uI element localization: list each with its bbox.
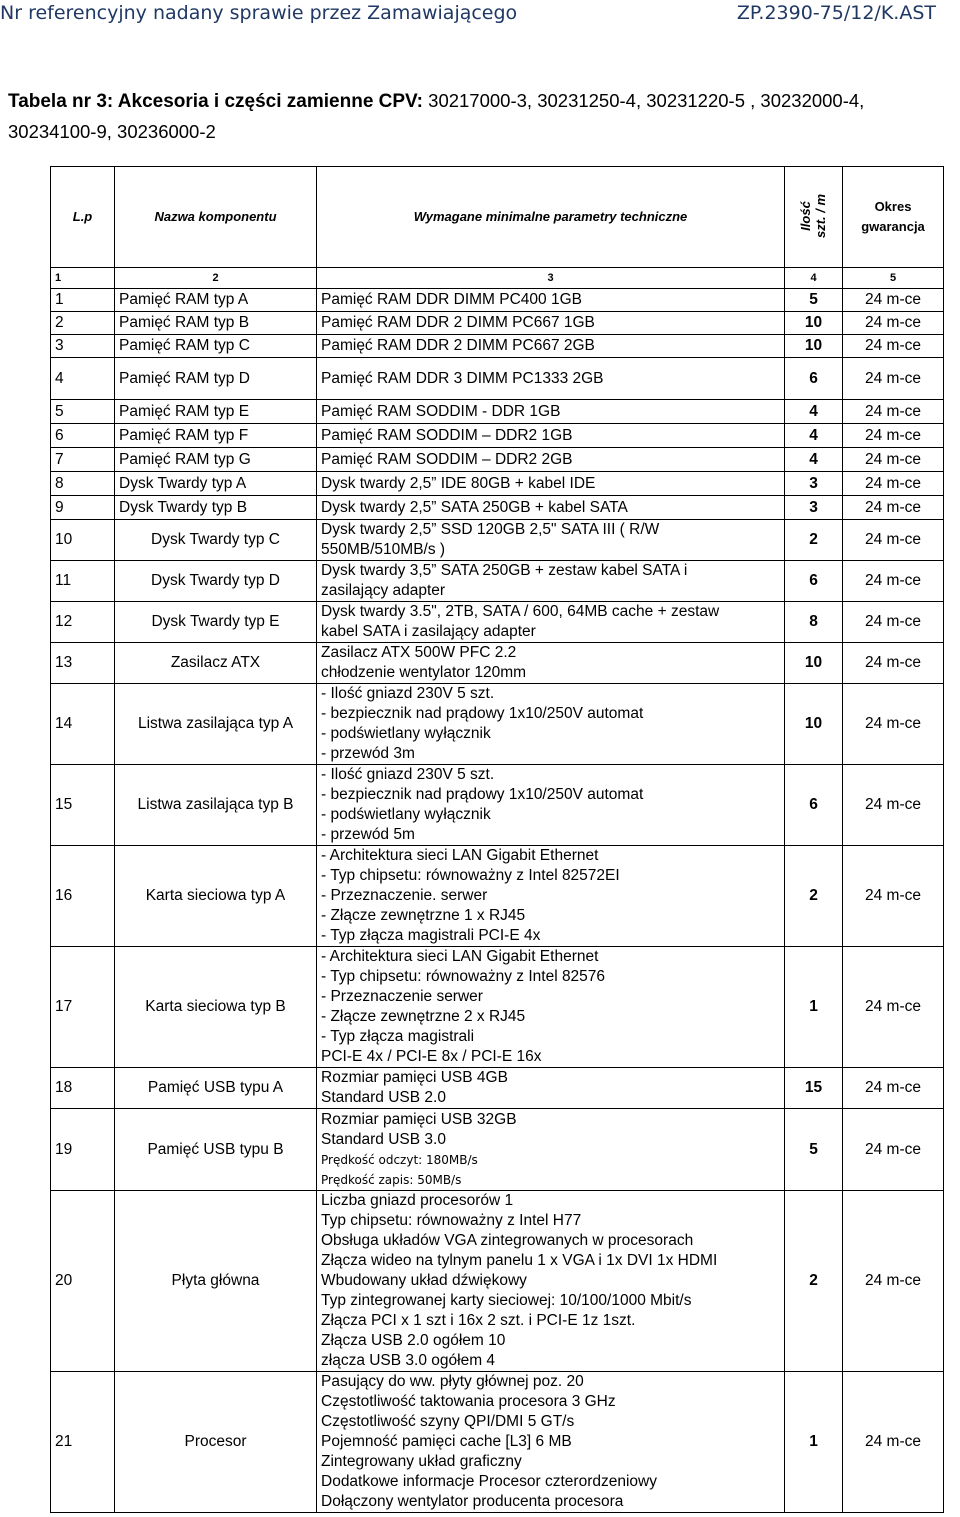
row-quantity: 1 xyxy=(785,947,843,1068)
table-row xyxy=(51,520,944,561)
column-number: 5 xyxy=(843,268,944,289)
row-component-name: Karta sieciowa typ B xyxy=(115,947,317,1068)
row-quantity: 5 xyxy=(785,289,843,312)
row-warranty: 24 m-ce xyxy=(843,1372,944,1513)
row-quantity: 10 xyxy=(785,643,843,684)
row-params: Pamięć RAM DDR 2 DIMM PC667 1GB xyxy=(317,312,785,335)
row-params: - Ilość gniazd 230V 5 szt. - bezpiecznik nad prądowy 1x10/250V automat - podświetlany wyłącznik - przewód 3m xyxy=(317,684,785,765)
row-params: - Architektura sieci LAN Gigabit Ethernet - Typ chipsetu: równoważny z Intel 82576 - Przeznaczenie serwer - Złącze zewnętrzne 2 x RJ45 - Typ złącza magistrali PCI-E 4x / PCI-E 8x / PCI-E 16x xyxy=(317,947,785,1068)
row-lp: 4 xyxy=(51,358,115,400)
row-warranty: 24 m-ce xyxy=(843,947,944,1068)
row-lp: 7 xyxy=(51,448,115,472)
row-component-name: Dysk Twardy typ E xyxy=(115,602,317,643)
row-params: Dysk twardy 2,5” IDE 80GB + kabel IDE xyxy=(317,472,785,496)
row-quantity: 6 xyxy=(785,358,843,400)
header-component-name: Nazwa komponentu xyxy=(115,167,317,268)
table-row xyxy=(51,400,944,424)
header-quantity xyxy=(785,167,843,268)
table-row xyxy=(51,335,944,358)
row-warranty: 24 m-ce xyxy=(843,846,944,947)
table-row xyxy=(51,602,944,643)
row-warranty: 24 m-ce xyxy=(843,358,944,400)
row-quantity: 10 xyxy=(785,335,843,358)
row-component-name: Listwa zasilająca typ B xyxy=(115,765,317,846)
row-component-name: Dysk Twardy typ C xyxy=(115,520,317,561)
table-title-label: Tabela nr 3: Akcesoria i części zamienne CPV: xyxy=(8,91,424,112)
row-quantity: 3 xyxy=(785,472,843,496)
row-params: Dysk twardy 3.5", 2TB, SATA / 600, 64MB cache + zestaw kabel SATA i zasilający adapter xyxy=(317,602,785,643)
row-lp: 18 xyxy=(51,1068,115,1109)
row-params: Dysk twardy 2,5” SSD 120GB 2,5" SATA III ( R/W 550MB/510MB/s ) xyxy=(317,520,785,561)
row-params: - Architektura sieci LAN Gigabit Ethernet - Typ chipsetu: równoważny z Intel 82572EI - Przeznaczenie. serwer - Złącze zewnętrzne 1 x RJ45 - Typ złącza magistrali PCI-E 4x xyxy=(317,846,785,947)
row-component-name: Dysk Twardy typ D xyxy=(115,561,317,602)
row-lp: 20 xyxy=(51,1191,115,1372)
row-warranty: 24 m-ce xyxy=(843,765,944,846)
row-lp: 5 xyxy=(51,400,115,424)
row-component-name: Pamięć RAM typ C xyxy=(115,335,317,358)
header-case-number: ZP.2390-75/12/K.AST xyxy=(736,2,936,24)
table-row xyxy=(51,448,944,472)
row-params: Zasilacz ATX 500W PFC 2.2 chłodzenie wentylator 120mm xyxy=(317,643,785,684)
column-number: 2 xyxy=(115,268,317,289)
row-params: Pamięć RAM DDR DIMM PC400 1GB xyxy=(317,289,785,312)
table-row xyxy=(51,312,944,335)
row-warranty: 24 m-ce xyxy=(843,472,944,496)
row-params: Pamięć RAM SODDIM – DDR2 1GB xyxy=(317,424,785,448)
row-quantity: 10 xyxy=(785,312,843,335)
row-warranty: 24 m-ce xyxy=(843,312,944,335)
row-params: Pasujący do ww. płyty głównej poz. 20 Częstotliwość taktowania procesora 3 GHz Częstotliwość szyny QPI/DMI 5 GT/s Pojemność pamięci cache [L3] 6 MB Zintegrowany układ graficzny Dodatkowe informacje Procesor czterordzeniowy Dołączony wentylator producenta procesora xyxy=(317,1372,785,1513)
row-lp: 14 xyxy=(51,684,115,765)
row-lp: 19 xyxy=(51,1109,115,1191)
row-quantity: 10 xyxy=(785,684,843,765)
row-component-name: Pamięć USB typu B xyxy=(115,1109,317,1191)
components-table xyxy=(50,166,944,1513)
table-row xyxy=(51,1372,944,1513)
column-number: 3 xyxy=(317,268,785,289)
row-quantity: 5 xyxy=(785,1109,843,1191)
table-title xyxy=(8,86,953,147)
table-row xyxy=(51,684,944,765)
table-row xyxy=(51,561,944,602)
row-params xyxy=(317,1109,785,1191)
table-row xyxy=(51,472,944,496)
row-quantity: 2 xyxy=(785,520,843,561)
row-lp: 10 xyxy=(51,520,115,561)
row-params: Dysk twardy 3,5” SATA 250GB + zestaw kabel SATA i zasilający adapter xyxy=(317,561,785,602)
row-component-name: Dysk Twardy typ A xyxy=(115,472,317,496)
row-quantity: 4 xyxy=(785,400,843,424)
row-warranty: 24 m-ce xyxy=(843,684,944,765)
row-warranty: 24 m-ce xyxy=(843,400,944,424)
row-quantity: 8 xyxy=(785,602,843,643)
table-row xyxy=(51,1191,944,1372)
column-number: 4 xyxy=(785,268,843,289)
row-lp: 12 xyxy=(51,602,115,643)
row-lp: 13 xyxy=(51,643,115,684)
row-component-name: Pamięć RAM typ A xyxy=(115,289,317,312)
row-params: Pamięć RAM SODDIM – DDR2 2GB xyxy=(317,448,785,472)
row-lp: 2 xyxy=(51,312,115,335)
row-params: - Ilość gniazd 230V 5 szt. - bezpiecznik nad prądowy 1x10/250V automat - podświetlany wyłącznik - przewód 5m xyxy=(317,765,785,846)
row-params-main: Rozmiar pamięci USB 32GB Standard USB 3.0 xyxy=(321,1110,517,1148)
table-header-row xyxy=(51,167,944,268)
row-component-name: Pamięć RAM typ E xyxy=(115,400,317,424)
header-quantity-line2: szt. / m xyxy=(813,193,829,238)
row-warranty: 24 m-ce xyxy=(843,1068,944,1109)
header-warranty: Okres gwarancja xyxy=(843,167,944,268)
row-lp: 17 xyxy=(51,947,115,1068)
row-warranty: 24 m-ce xyxy=(843,561,944,602)
row-params: Pamięć RAM DDR 2 DIMM PC667 2GB xyxy=(317,335,785,358)
header-lp: L.p xyxy=(51,167,115,268)
row-warranty: 24 m-ce xyxy=(843,448,944,472)
row-params: Dysk twardy 2,5” SATA 250GB + kabel SATA xyxy=(317,496,785,520)
table-row xyxy=(51,1109,944,1191)
row-component-name: Pamięć RAM typ B xyxy=(115,312,317,335)
column-number-row xyxy=(51,268,944,289)
row-params: Liczba gniazd procesorów 1 Typ chipsetu: równoważny z Intel H77 Obsługa układów VGA zintegrowanych w procesorach Złącza wideo na tylnym panelu 1 x VGA i 1x DVI 1x HDMI Wbudowany układ dźwiękowy Typ zintegrowanej karty sieciowej: 10/100/1000 Mbit/s Złącza PCI x 1 szt i 16x 2 szt. i PCI-E 1z 1szt. Złącza USB 2.0 ogółem 10 złącza USB 3.0 ogółem 4 xyxy=(317,1191,785,1372)
row-lp: 3 xyxy=(51,335,115,358)
table-row xyxy=(51,1068,944,1109)
row-warranty: 24 m-ce xyxy=(843,289,944,312)
row-component-name: Listwa zasilająca typ A xyxy=(115,684,317,765)
header-quantity-line1: Ilość xyxy=(798,200,814,231)
table-row xyxy=(51,496,944,520)
row-quantity: 15 xyxy=(785,1068,843,1109)
row-lp: 9 xyxy=(51,496,115,520)
row-component-name: Pamięć RAM typ G xyxy=(115,448,317,472)
row-component-name: Pamięć RAM typ D xyxy=(115,358,317,400)
row-component-name: Dysk Twardy typ B xyxy=(115,496,317,520)
row-quantity: 6 xyxy=(785,765,843,846)
row-lp: 8 xyxy=(51,472,115,496)
row-quantity: 1 xyxy=(785,1372,843,1513)
row-quantity: 3 xyxy=(785,496,843,520)
row-quantity: 4 xyxy=(785,424,843,448)
row-lp: 15 xyxy=(51,765,115,846)
table-row xyxy=(51,289,944,312)
row-params: Rozmiar pamięci USB 4GB Standard USB 2.0 xyxy=(317,1068,785,1109)
row-component-name: Procesor xyxy=(115,1372,317,1513)
row-warranty: 24 m-ce xyxy=(843,602,944,643)
row-warranty: 24 m-ce xyxy=(843,1191,944,1372)
table-row xyxy=(51,947,944,1068)
row-quantity: 4 xyxy=(785,448,843,472)
row-component-name: Pamięć USB typu A xyxy=(115,1068,317,1109)
row-quantity: 2 xyxy=(785,1191,843,1372)
row-component-name: Zasilacz ATX xyxy=(115,643,317,684)
row-lp: 6 xyxy=(51,424,115,448)
row-params-extra: Prędkość odczyt: 180MB/s Prędkość zapis: 50MB/s xyxy=(321,1152,478,1187)
table-row xyxy=(51,846,944,947)
table-row xyxy=(51,358,944,400)
row-params: Pamięć RAM DDR 3 DIMM PC1333 2GB xyxy=(317,358,785,400)
row-component-name: Pamięć RAM typ F xyxy=(115,424,317,448)
header-reference-label: Nr referencyjny nadany sprawie przez Zamawiającego xyxy=(0,2,518,24)
row-warranty: 24 m-ce xyxy=(843,496,944,520)
row-lp: 21 xyxy=(51,1372,115,1513)
header-params: Wymagane minimalne parametry techniczne xyxy=(317,167,785,268)
row-quantity: 6 xyxy=(785,561,843,602)
table-body xyxy=(51,289,944,1513)
row-warranty: 24 m-ce xyxy=(843,1109,944,1191)
table-row xyxy=(51,643,944,684)
row-lp: 16 xyxy=(51,846,115,947)
row-warranty: 24 m-ce xyxy=(843,424,944,448)
column-number: 1 xyxy=(51,268,115,289)
row-lp: 11 xyxy=(51,561,115,602)
row-warranty: 24 m-ce xyxy=(843,520,944,561)
row-warranty: 24 m-ce xyxy=(843,335,944,358)
row-params: Pamięć RAM SODDIM - DDR 1GB xyxy=(317,400,785,424)
table-title-cpv-codes: 30217000-3, 30231250-4, 30231220-5 , 30232000-4, 30234100-9, 30236000-2 xyxy=(8,90,865,142)
row-quantity: 2 xyxy=(785,846,843,947)
row-component-name: Płyta główna xyxy=(115,1191,317,1372)
table-row xyxy=(51,765,944,846)
row-component-name: Karta sieciowa typ A xyxy=(115,846,317,947)
row-lp: 1 xyxy=(51,289,115,312)
row-warranty: 24 m-ce xyxy=(843,643,944,684)
table-row xyxy=(51,424,944,448)
